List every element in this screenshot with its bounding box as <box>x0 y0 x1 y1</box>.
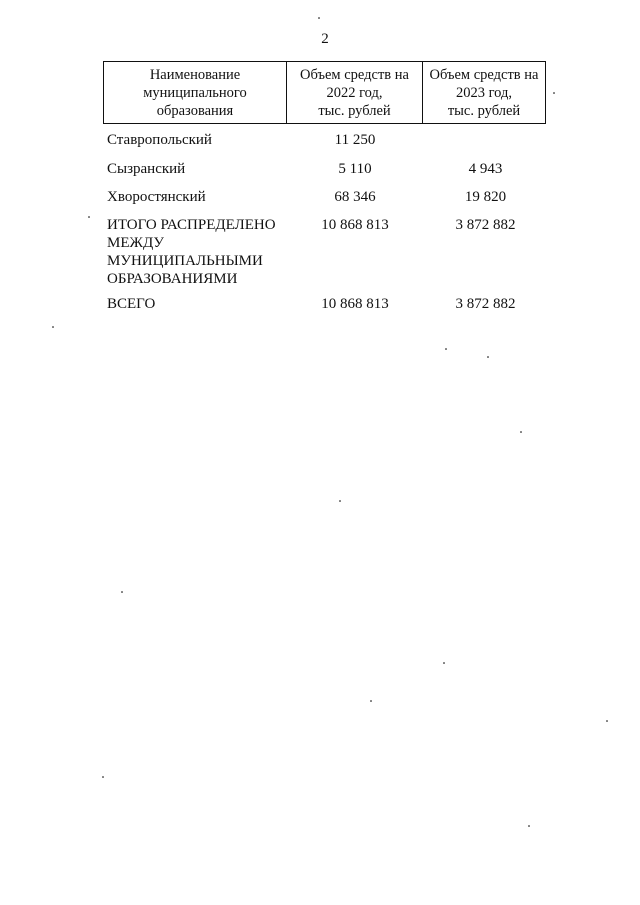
header-volume-2022: Объем средств на 2022 год, тыс. рублей <box>287 62 423 123</box>
scan-speck <box>88 216 90 218</box>
scan-speck <box>487 356 489 358</box>
row-value-2023: 4 943 <box>468 161 503 177</box>
table-header <box>103 61 546 124</box>
row-name: Ставропольский <box>107 132 212 148</box>
row-value-2022: 10 868 813 <box>321 296 389 312</box>
row-value-2022: 68 346 <box>334 189 376 205</box>
scan-speck <box>445 348 447 350</box>
row-name: Хворостянский <box>107 189 206 205</box>
row-value-2023: 3 872 882 <box>455 217 516 233</box>
scan-speck <box>520 431 522 433</box>
scan-speck <box>606 720 608 722</box>
row-name: Сызранский <box>107 161 186 177</box>
row-value-2022: 5 110 <box>338 161 372 177</box>
scan-speck <box>339 500 341 502</box>
scan-speck <box>528 825 530 827</box>
row-value-2023: 3 872 882 <box>455 296 516 312</box>
scan-speck <box>52 326 54 328</box>
header-municipality: Наименование муниципального образования <box>104 62 287 123</box>
page-number: 2 <box>321 31 329 47</box>
scan-speck <box>318 17 320 19</box>
row-value-2022: 11 250 <box>334 132 376 148</box>
scan-speck <box>102 776 104 778</box>
header-volume-2023: Объем средств на 2023 год, тыс. рублей <box>429 66 539 119</box>
row-value-2023: 19 820 <box>464 189 507 205</box>
row-name: ВСЕГО <box>107 296 156 312</box>
scan-speck <box>121 591 123 593</box>
scan-speck <box>443 662 445 664</box>
scan-speck <box>370 700 372 702</box>
scan-speck <box>553 92 555 94</box>
row-name: ИТОГО РАСПРЕДЕЛЕНО МЕЖДУ МУНИЦИПАЛЬНЫМИ ОБРАЗОВАНИЯМИ <box>107 217 276 287</box>
row-value-2022: 10 868 813 <box>321 217 389 233</box>
